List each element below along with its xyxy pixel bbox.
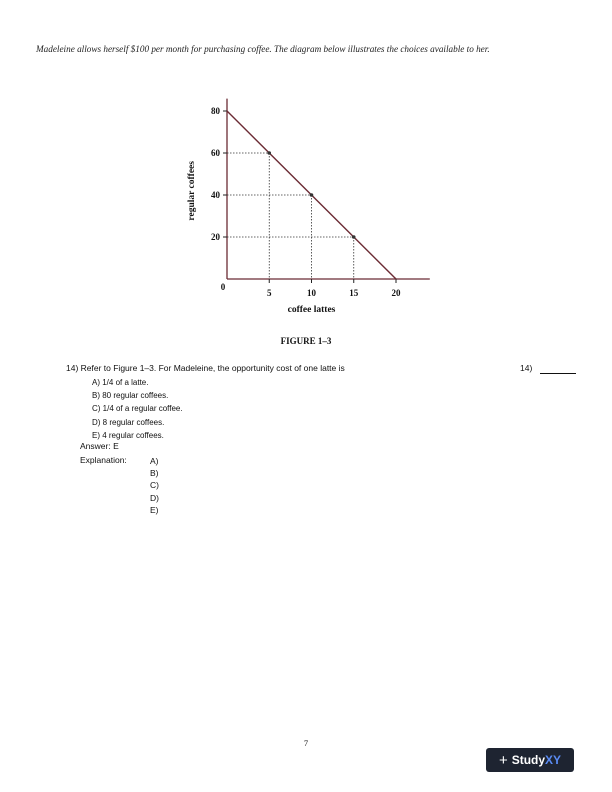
explanation-item: D) — [150, 492, 159, 503]
y-tick-label: 60 — [211, 148, 220, 158]
question-number: 14) — [520, 363, 533, 373]
y-tick-label: 40 — [211, 190, 220, 200]
choice-d: D) 8 regular coffees. — [92, 417, 165, 427]
budget-constraint-chart — [180, 98, 450, 328]
data-point — [352, 235, 356, 239]
origin-label: 0 — [220, 282, 226, 292]
explanation-label: Explanation: — [80, 455, 127, 465]
y-tick-label: 80 — [211, 106, 220, 116]
answer-blank — [540, 373, 576, 374]
explanation-item: C) — [150, 480, 159, 491]
studyxy-badge[interactable] — [486, 748, 574, 772]
data-point — [310, 193, 314, 197]
x-tick-label: 15 — [349, 288, 359, 298]
plus-icon: + — [498, 751, 508, 769]
page-number: 7 — [303, 738, 309, 748]
x-axis-label: coffee lattes — [287, 305, 336, 315]
brand-name: StudyXY — [511, 753, 562, 767]
figure-caption: FIGURE 1–3 — [280, 336, 332, 346]
choice-a: A) 1/4 of a latte. — [92, 378, 149, 387]
x-tick-label: 20 — [391, 288, 401, 298]
choice-b: B) 80 regular coffees. — [92, 391, 169, 401]
choice-list — [92, 376, 183, 442]
x-tick-label: 5 — [267, 288, 272, 298]
explanation-item: B) — [150, 468, 159, 479]
y-axis-label: regular coffees — [187, 161, 197, 221]
answer-line: Answer: E — [80, 441, 119, 451]
x-tick-label: 10 — [307, 288, 316, 298]
explanation-item: A) — [150, 456, 159, 466]
explanation-item: E) — [150, 504, 159, 515]
intro-text: Madeleine allows herself $100 per month for purchasing coffee. The diagram below illustrates the choices available to her. — [36, 44, 490, 54]
explanation-list — [150, 455, 159, 516]
brand-accent: XY — [545, 753, 562, 767]
data-point — [267, 151, 271, 155]
question-stem: 14) Refer to Figure 1–3. For Madeleine, the opportunity cost of one latte is — [66, 363, 345, 373]
y-tick-label: 20 — [211, 232, 220, 242]
choice-c: C) 1/4 of a regular coffee. — [92, 404, 183, 414]
choice-e: E) 4 regular coffees. — [92, 430, 164, 440]
